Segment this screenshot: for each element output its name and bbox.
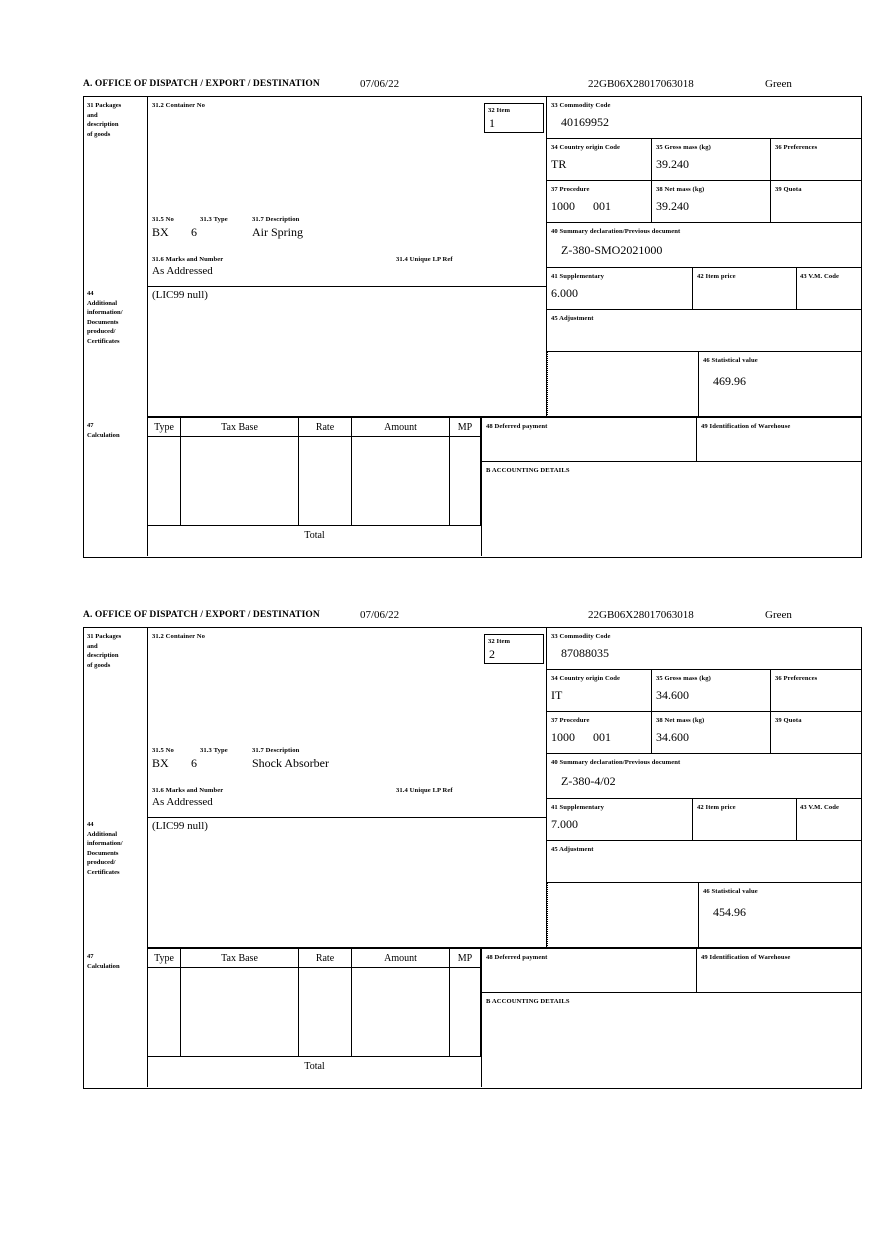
goods-description-value: Shock Absorber (252, 756, 329, 770)
box37-label: 37 Procedure (551, 717, 590, 724)
box35-label: 35 Gross mass (kg) (656, 675, 711, 682)
box40-previous-document (547, 754, 861, 799)
box41-supplementary (547, 268, 693, 310)
box49-warehouse-identification (697, 948, 861, 993)
container-no-label: 31.2 Container No (152, 633, 206, 640)
box41-value: 7.000 (551, 817, 578, 831)
routing-lane: Green (765, 78, 792, 90)
box47-col-amount-label: Amount (384, 953, 417, 964)
boxB-label: B ACCOUNTING DETAILS (486, 998, 570, 1005)
box47-cell-rate (299, 437, 352, 526)
declaration-date: 07/06/22 (360, 78, 400, 90)
box34-country-origin (547, 139, 652, 181)
box46-label: 46 Statistical value (703, 888, 758, 895)
box31-label-column (84, 97, 148, 417)
box31-label: 31 Packages and description of goods (87, 102, 122, 138)
box44-area (148, 818, 547, 948)
box46-statistical-value (698, 352, 861, 417)
container-no-label: 31.2 Container No (152, 102, 206, 109)
box48-deferred-payment (481, 417, 697, 462)
box35-gross-mass (652, 670, 771, 712)
box34-label: 34 Country origin Code (551, 144, 621, 151)
form-1-box (83, 96, 862, 558)
box35-value: 34.600 (656, 688, 689, 702)
box47-total-label: Total (304, 530, 325, 541)
unique-ip-ref-label: 31.4 Unique I.P Ref (396, 256, 453, 263)
box32-item (484, 103, 544, 133)
box39-quota (771, 181, 861, 223)
box47-cell-taxbase (181, 968, 299, 1057)
package-type-value: 6 (191, 225, 197, 239)
box33-commodity-code (547, 97, 861, 139)
box46-value: 469.96 (713, 374, 746, 388)
movement-reference-number: 22GB06X28017063018 (588, 609, 694, 621)
box42-item-price (693, 268, 797, 310)
box47-total-row (148, 1057, 481, 1079)
box44-label: 44 Additional information/ Documents produced/ Certificates (87, 290, 123, 345)
box31-label-column (84, 628, 148, 948)
package-no-value: BX (152, 225, 169, 239)
package-type-value: 6 (191, 756, 197, 770)
box48-deferred-payment (481, 948, 697, 993)
box40-label: 40 Summary declaration/Previous document (551, 759, 681, 766)
box47-col-rate-label: Rate (315, 953, 335, 964)
box38-net-mass (652, 181, 771, 223)
box47-cell-taxbase (181, 437, 299, 526)
goods-description-label: 31.7 Description (252, 216, 300, 223)
form-2-box (83, 627, 862, 1089)
box47-label-column (84, 948, 148, 1087)
box36-preferences (771, 139, 861, 181)
box47-col-taxbase (181, 417, 299, 437)
box49-warehouse-identification (697, 417, 861, 462)
box47-cell-type (148, 437, 181, 526)
box47-col-rate (299, 948, 352, 968)
box47-col-mp-label: MP (457, 953, 473, 964)
box48-label: 48 Deferred payment (486, 423, 548, 430)
declaration-date: 07/06/22 (360, 609, 400, 621)
box47-label: 47 Calculation (87, 422, 120, 439)
box46-statistical-value (698, 883, 861, 948)
box37-label: 37 Procedure (551, 186, 590, 193)
box45-label: 45 Adjustment (551, 846, 594, 853)
box40-label: 40 Summary declaration/Previous document (551, 228, 681, 235)
box47-col-amount-label: Amount (384, 422, 417, 433)
box49-label: 49 Identification of Warehouse (701, 423, 791, 430)
box34-value: IT (551, 688, 563, 702)
box41-label: 41 Supplementary (551, 804, 605, 811)
form-1-header (83, 78, 862, 96)
box47-total-row (148, 526, 481, 548)
package-no-value: BX (152, 756, 169, 770)
box31-label: 31 Packages and description of goods (87, 633, 122, 669)
boxB-accounting-details (481, 993, 861, 1087)
box32-value: 1 (489, 116, 495, 130)
office-of-dispatch-label: A. OFFICE OF DISPATCH / EXPORT / DESTINATION (83, 79, 320, 89)
box47-cell-amount (352, 437, 450, 526)
box47-col-amount (352, 417, 450, 437)
box32-label: 32 Item (488, 107, 511, 114)
box47-col-type-label: Type (154, 953, 174, 964)
box36-preferences (771, 670, 861, 712)
box34-country-origin (547, 670, 652, 712)
box45-adjustment (547, 310, 861, 352)
box46-dotted-area (547, 352, 698, 417)
box40-previous-document (547, 223, 861, 268)
box45-label: 45 Adjustment (551, 315, 594, 322)
package-no-label: 31.5 No (152, 747, 174, 754)
marks-and-number-value: As Addressed (152, 265, 213, 277)
box47-cell-mp (450, 968, 481, 1057)
box47-col-type (148, 948, 181, 968)
marks-and-number-value: As Addressed (152, 796, 213, 808)
box47-col-taxbase-label: Tax Base (221, 422, 258, 433)
box47-col-type (148, 417, 181, 437)
box47-col-taxbase (181, 948, 299, 968)
declaration-form-1 (83, 78, 862, 558)
declaration-form-2 (83, 609, 862, 1089)
box47-col-type-label: Type (154, 422, 174, 433)
box48-label: 48 Deferred payment (486, 954, 548, 961)
form-2-header (83, 609, 862, 627)
box33-value: 87088035 (561, 646, 609, 660)
box40-value: Z-380-SMO2021000 (561, 243, 663, 257)
box38-label: 38 Net mass (kg) (656, 186, 705, 193)
box47-col-mp (450, 948, 481, 968)
box37-value: 1000 001 (551, 199, 611, 213)
box33-label: 33 Commodity Code (551, 102, 611, 109)
box32-value: 2 (489, 647, 495, 661)
box43-vm-code (797, 268, 861, 310)
box47-cell-amount (352, 968, 450, 1057)
box41-label: 41 Supplementary (551, 273, 605, 280)
box42-label: 42 Item price (697, 273, 736, 280)
box43-label: 43 V.M. Code (800, 804, 840, 811)
package-type-label: 31.3 Type (200, 747, 228, 754)
box34-label: 34 Country origin Code (551, 675, 621, 682)
box39-label: 39 Quota (775, 717, 802, 724)
office-of-dispatch-label: A. OFFICE OF DISPATCH / EXPORT / DESTINATION (83, 610, 320, 620)
box38-net-mass (652, 712, 771, 754)
box40-value: Z-380-4/02 (561, 774, 616, 788)
box47-label-column (84, 417, 148, 556)
box47-cell-rate (299, 968, 352, 1057)
box39-quota (771, 712, 861, 754)
box47-label: 47 Calculation (87, 953, 120, 970)
box47-col-amount (352, 948, 450, 968)
box47-col-mp (450, 417, 481, 437)
box42-label: 42 Item price (697, 804, 736, 811)
box35-gross-mass (652, 139, 771, 181)
box43-vm-code (797, 799, 861, 841)
box41-supplementary (547, 799, 693, 841)
box46-dotted-area (547, 883, 698, 948)
box47-col-rate (299, 417, 352, 437)
box44-area (148, 287, 547, 417)
marks-and-number-label: 31.6 Marks and Number (152, 256, 224, 263)
box32-item (484, 634, 544, 664)
box44-value: (LIC99 null) (152, 289, 208, 301)
box37-procedure (547, 712, 652, 754)
box47-col-rate-label: Rate (315, 422, 335, 433)
box47-col-mp-label: MP (457, 422, 473, 433)
box38-value: 39.240 (656, 199, 689, 213)
box44-label: 44 Additional information/ Documents produced/ Certificates (87, 821, 123, 876)
box35-value: 39.240 (656, 157, 689, 171)
box47-cell-mp (450, 437, 481, 526)
box47-total-label: Total (304, 1061, 325, 1072)
box37-value: 1000 001 (551, 730, 611, 744)
box32-label: 32 Item (488, 638, 511, 645)
box45-adjustment (547, 841, 861, 883)
package-type-label: 31.3 Type (200, 216, 228, 223)
box46-label: 46 Statistical value (703, 357, 758, 364)
goods-description-label: 31.7 Description (252, 747, 300, 754)
box47-cell-type (148, 968, 181, 1057)
box36-label: 36 Preferences (775, 675, 818, 682)
box38-label: 38 Net mass (kg) (656, 717, 705, 724)
box33-commodity-code (547, 628, 861, 670)
box41-value: 6.000 (551, 286, 578, 300)
box43-label: 43 V.M. Code (800, 273, 840, 280)
box38-value: 34.600 (656, 730, 689, 744)
boxB-accounting-details (481, 462, 861, 556)
box35-label: 35 Gross mass (kg) (656, 144, 711, 151)
box33-value: 40169952 (561, 115, 609, 129)
box49-label: 49 Identification of Warehouse (701, 954, 791, 961)
package-no-label: 31.5 No (152, 216, 174, 223)
marks-and-number-label: 31.6 Marks and Number (152, 787, 224, 794)
routing-lane: Green (765, 609, 792, 621)
box37-procedure (547, 181, 652, 223)
unique-ip-ref-label: 31.4 Unique I.P Ref (396, 787, 453, 794)
box42-item-price (693, 799, 797, 841)
box33-label: 33 Commodity Code (551, 633, 611, 640)
box34-value: TR (551, 157, 567, 171)
boxB-label: B ACCOUNTING DETAILS (486, 467, 570, 474)
box46-value: 454.96 (713, 905, 746, 919)
box47-col-taxbase-label: Tax Base (221, 953, 258, 964)
box36-label: 36 Preferences (775, 144, 818, 151)
box39-label: 39 Quota (775, 186, 802, 193)
movement-reference-number: 22GB06X28017063018 (588, 78, 694, 90)
goods-description-value: Air Spring (252, 225, 303, 239)
box44-value: (LIC99 null) (152, 820, 208, 832)
